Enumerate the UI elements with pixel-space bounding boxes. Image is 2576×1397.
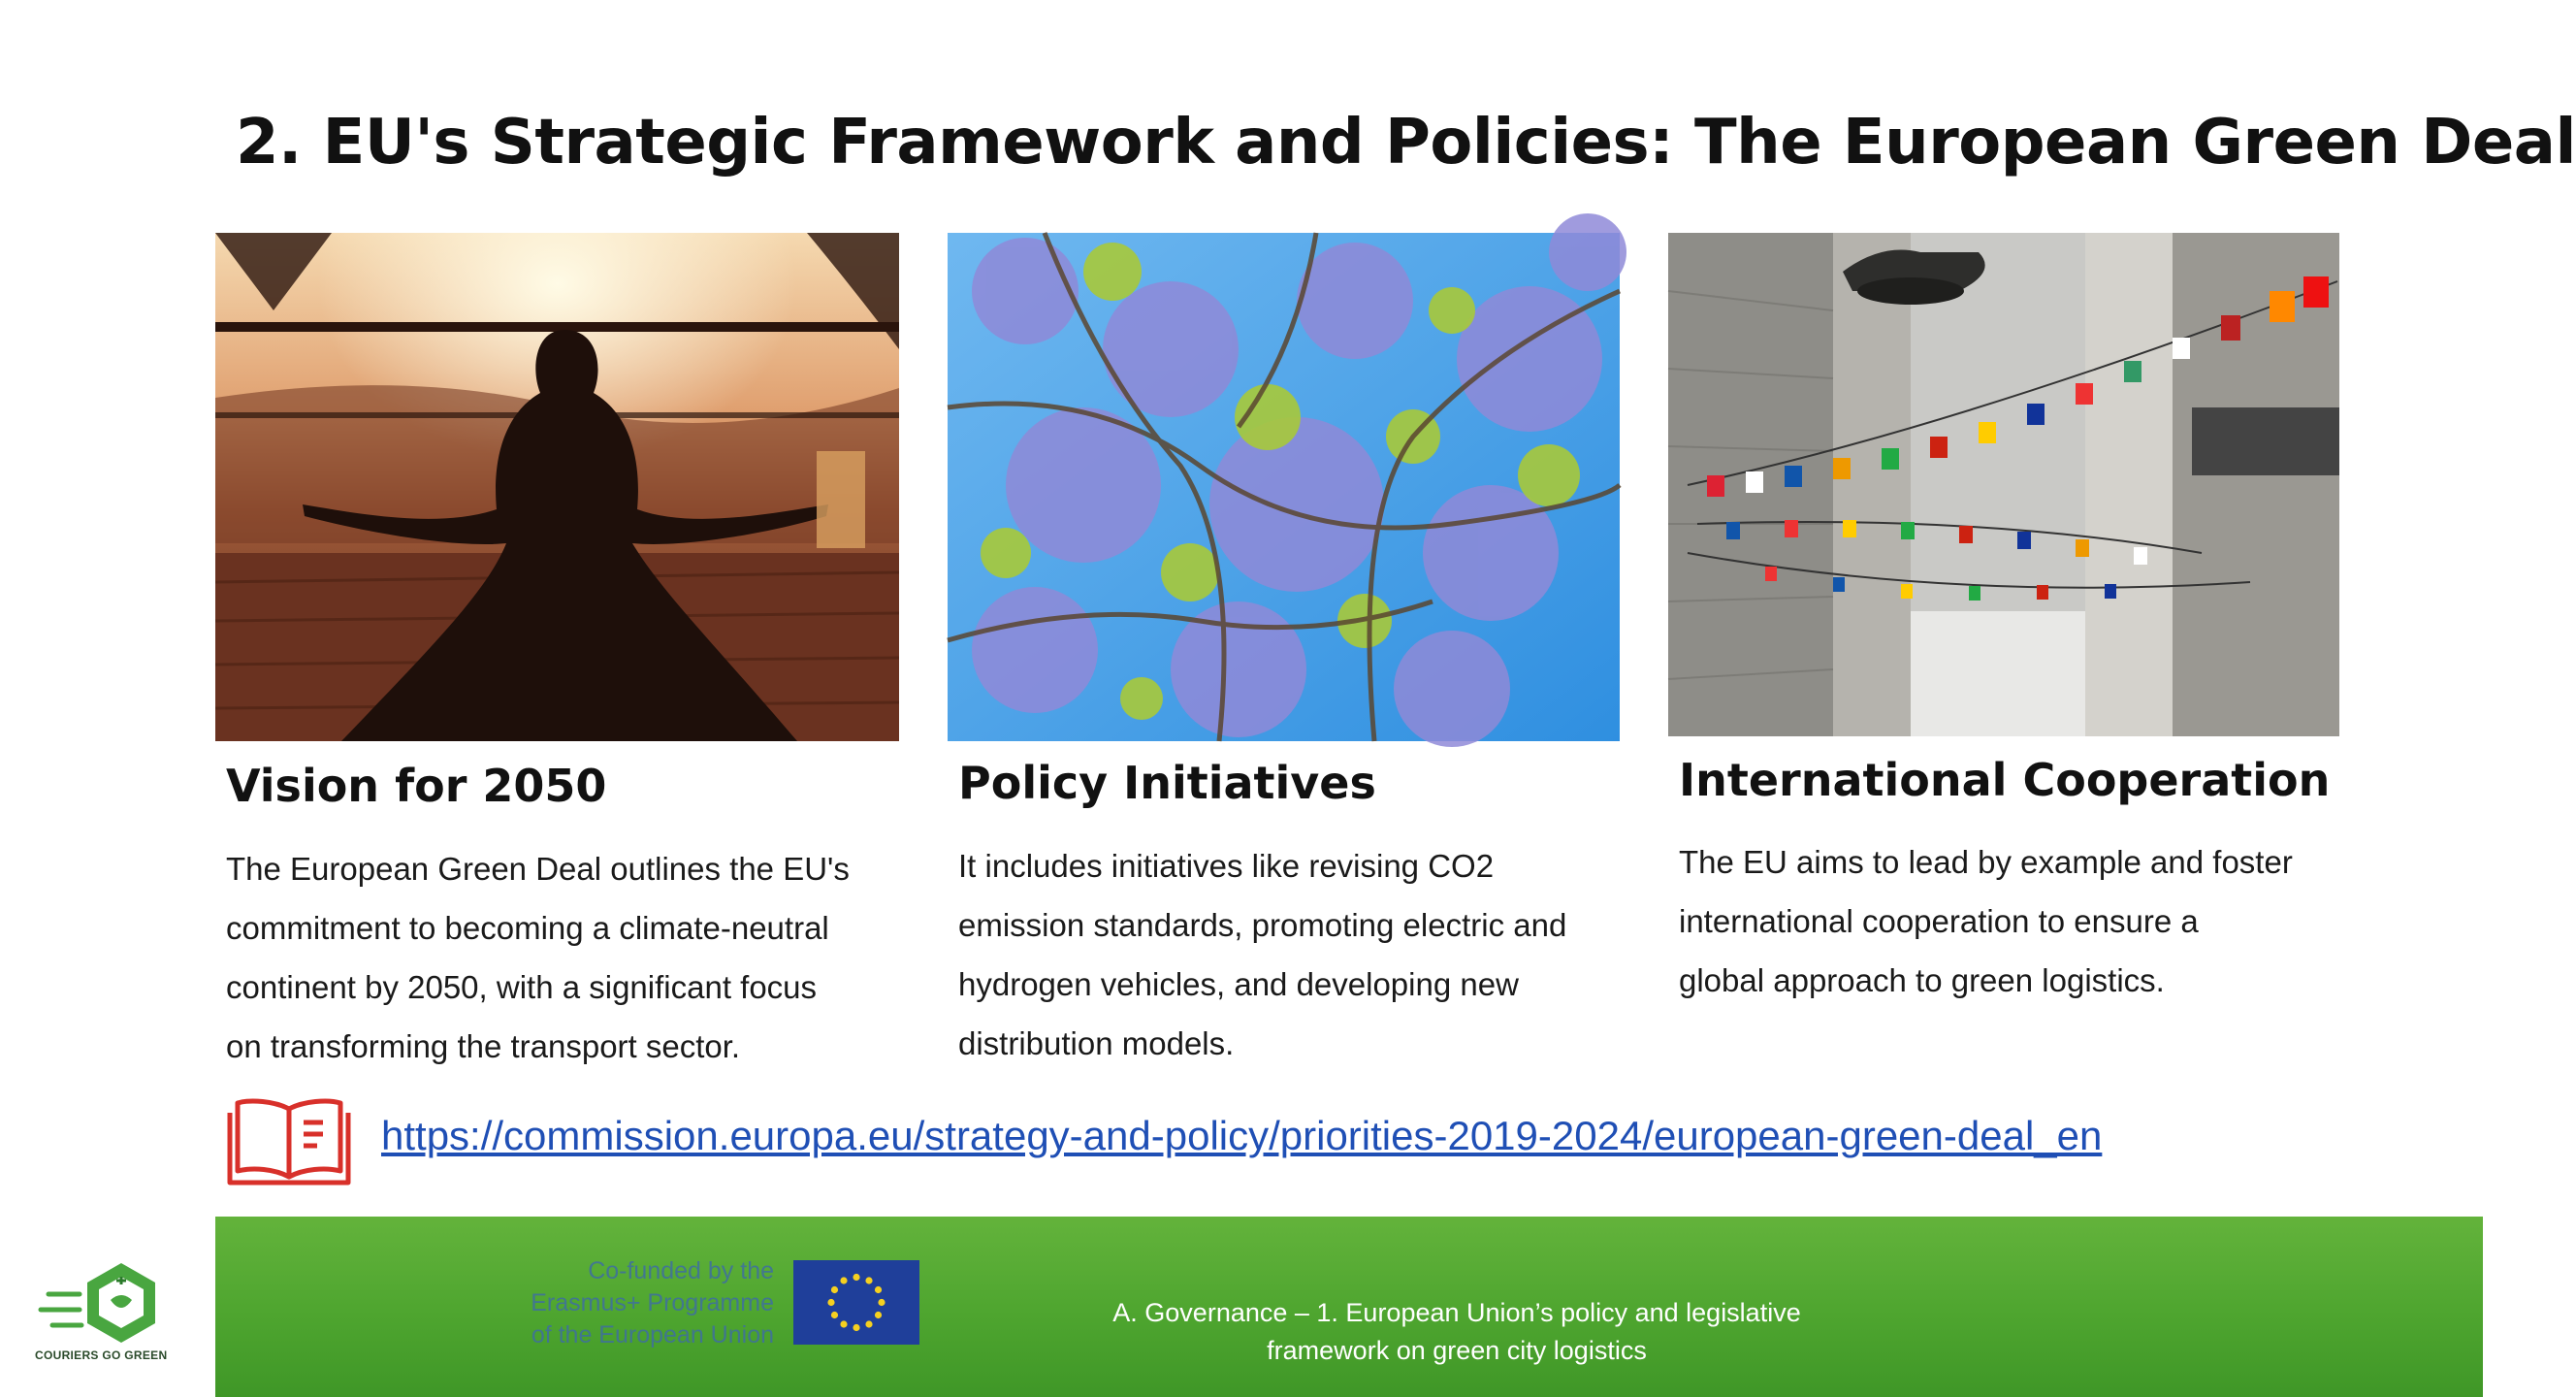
body-line: on transforming the transport sector. [226,1028,741,1064]
card-title-international: International Cooperation [1679,754,2331,806]
body-line: international cooperation to ensure a [1679,903,2199,939]
european-green-deal-link[interactable]: https://commission.europa.eu/strategy-and-policy/priorities-2019-2024/european-green-deal_en [381,1113,2103,1158]
card-title-policy: Policy Initiatives [958,757,1376,809]
card-body-vision [226,839,905,1076]
eu-star [865,1277,872,1283]
open-book-icon [226,1091,352,1188]
footer-note-line: framework on green city logistics [1267,1336,1647,1365]
eu-star [865,1320,872,1327]
eu-star [853,1274,859,1281]
eu-star [827,1299,834,1306]
logo-text: COURIERS GO GREEN [35,1348,168,1362]
body-line: The European Green Deal outlines the EU's [226,851,850,887]
eu-star [875,1286,882,1293]
footer-band [215,1217,2505,1397]
cofunded-text [499,1255,774,1351]
cofunded-line: Co-funded by the [588,1257,774,1284]
couriers-go-green-logo [29,1255,194,1381]
body-line: global approach to green logistics. [1679,962,2165,998]
card-body-international [1679,832,2358,1010]
page-number: 7 [2490,1315,2505,1345]
eu-star [840,1277,847,1283]
footer-note-line: A. Governance – 1. European Union’s policy and legislative [1112,1298,1801,1327]
footer-note [1049,1294,1864,1370]
cofunded-line: Erasmus+ Programme [531,1289,774,1316]
body-line: emission standards, promoting electric and [958,907,1567,943]
footer-logo-area [0,1217,215,1397]
body-line: commitment to becoming a climate-neutral [226,910,829,946]
body-line: continent by 2050, with a significant focus [226,969,818,1005]
alley-flags-image [1668,233,2339,736]
eu-star [853,1324,859,1331]
body-line: hydrogen vehicles, and developing new [958,966,1519,1002]
cofunded-line: of the European Union [531,1321,774,1348]
body-line: distribution models. [958,1025,1235,1061]
eu-star [878,1299,885,1306]
meditation-sunset-image [215,233,899,741]
card-title-vision: Vision for 2050 [226,760,607,812]
eu-star [875,1312,882,1318]
footer [0,1217,2505,1397]
eu-star [831,1286,838,1293]
jacaranda-tree-image [948,233,1620,741]
body-line: The EU aims to lead by example and foster [1679,844,2293,880]
body-line: It includes initiatives like revising CO2 [958,848,1495,884]
card-body-policy [958,836,1637,1073]
eu-flag-icon [793,1260,919,1345]
reference-link-row [226,1091,2360,1188]
eu-star [840,1320,847,1327]
slide-title: 2. EU's Strategic Framework and Policies: The European Green Deal [236,107,2576,179]
eu-star [831,1312,838,1318]
